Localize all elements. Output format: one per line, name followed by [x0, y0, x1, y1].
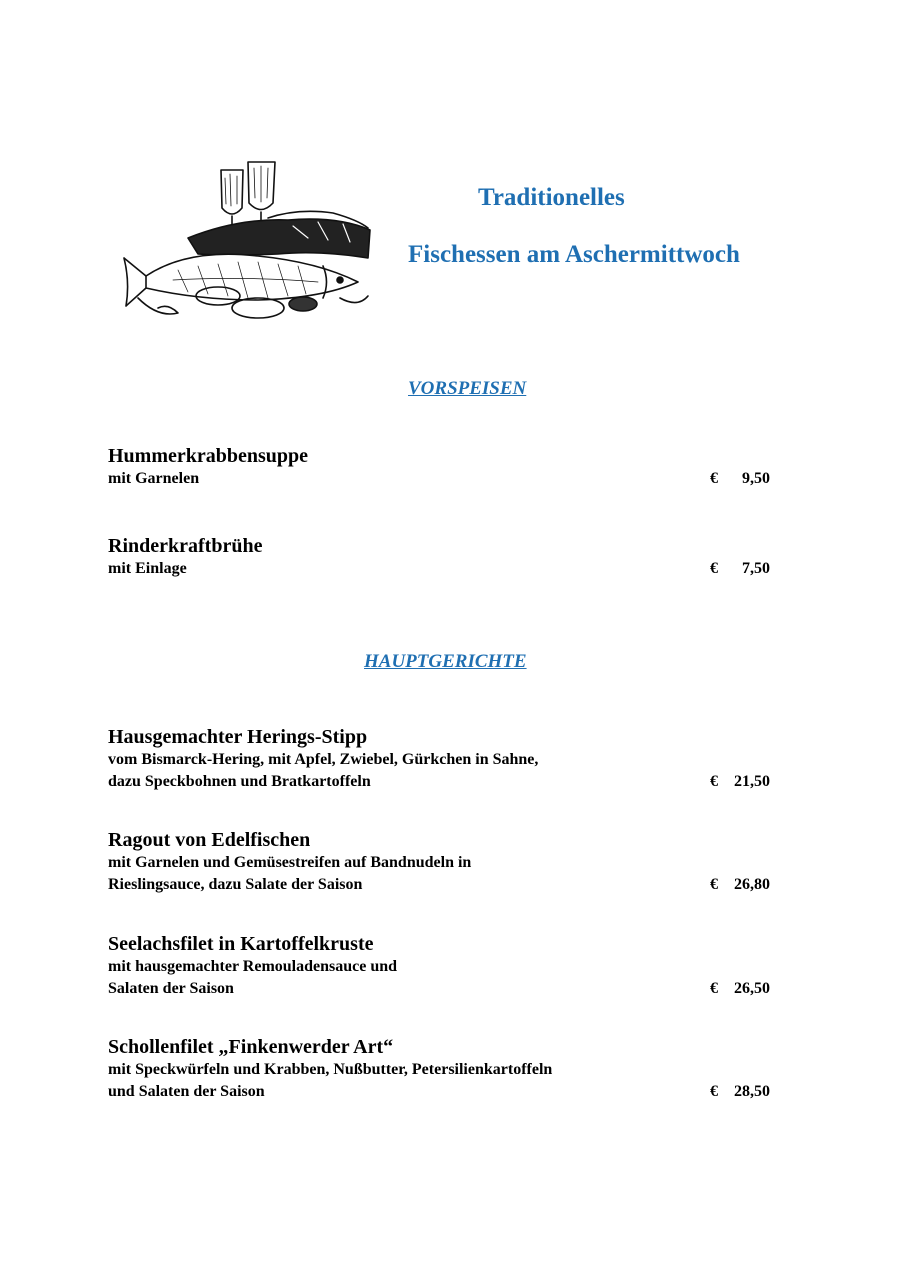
menu-item-seelachsfilet: [108, 932, 770, 1000]
dish-description-line-1: mit hausgemachter Remouladensauce und: [108, 958, 398, 975]
section-title-vorspeisen: VORSPEISEN: [408, 378, 527, 399]
price-value: 26,80: [734, 876, 770, 893]
dish-price: [710, 874, 770, 896]
dish-name: Ragout von Edelfischen: [108, 829, 311, 851]
dish-description-line-2: Salaten der Saison: [108, 980, 234, 997]
currency-symbol: €: [710, 773, 718, 790]
dish-price: [710, 771, 770, 793]
currency-symbol: €: [710, 876, 718, 893]
menu-item-schollenfilet: [108, 1035, 770, 1103]
section-title-hauptgerichte: HAUPTGERICHTE: [364, 651, 527, 672]
dish-name: Hummerkrabbensuppe: [108, 445, 309, 467]
menu-item-hummerkrabbensuppe: [108, 444, 770, 490]
price-value: 21,50: [734, 773, 770, 790]
currency-symbol: €: [710, 980, 718, 997]
dish-description: mit Einlage: [108, 560, 187, 577]
dish-description-line-2: dazu Speckbohnen und Bratkartoffeln: [108, 773, 371, 790]
dish-description-line-2: und Salaten der Saison: [108, 1083, 265, 1100]
price-value: 7,50: [742, 560, 770, 577]
dish-name: Hausgemachter Herings-Stipp: [108, 726, 368, 748]
dish-name: Schollenfilet „Finkenwerder Art“: [108, 1036, 394, 1058]
title-line-1: Traditionelles: [478, 184, 625, 211]
dish-description-line-2: Rieslingsauce, dazu Salate der Saison: [108, 876, 363, 893]
dish-price: [710, 558, 770, 580]
menu-item-herings-stipp: [108, 725, 770, 793]
title-line-2: Fischessen am Aschermittwoch: [408, 241, 740, 268]
dish-description: mit Garnelen: [108, 470, 200, 487]
dish-name: Rinderkraftbrühe: [108, 535, 263, 557]
dish-description-line-1: mit Speckwürfeln und Krabben, Nußbutter, Petersilienkartoffeln: [108, 1061, 553, 1078]
price-value: 28,50: [734, 1083, 770, 1100]
currency-symbol: €: [710, 560, 718, 577]
menu-item-rinderkraftbruehe: [108, 534, 770, 580]
dish-name: Seelachsfilet in Kartoffelkruste: [108, 933, 374, 955]
menu-item-ragout-edelfischen: [108, 828, 770, 896]
dish-description-line-1: mit Garnelen und Gemüsestreifen auf Bandnudeln in: [108, 854, 472, 871]
dish-price: [710, 978, 770, 1000]
fish-and-champagne-illustration-icon: [118, 158, 376, 323]
dish-description-line-1: vom Bismarck-Hering, mit Apfel, Zwiebel, Gürkchen in Sahne,: [108, 751, 539, 768]
currency-symbol: €: [710, 470, 718, 487]
currency-symbol: €: [710, 1083, 718, 1100]
price-value: 9,50: [742, 470, 770, 487]
dish-price: [710, 1081, 770, 1103]
price-value: 26,50: [734, 980, 770, 997]
dish-price: [710, 468, 770, 490]
